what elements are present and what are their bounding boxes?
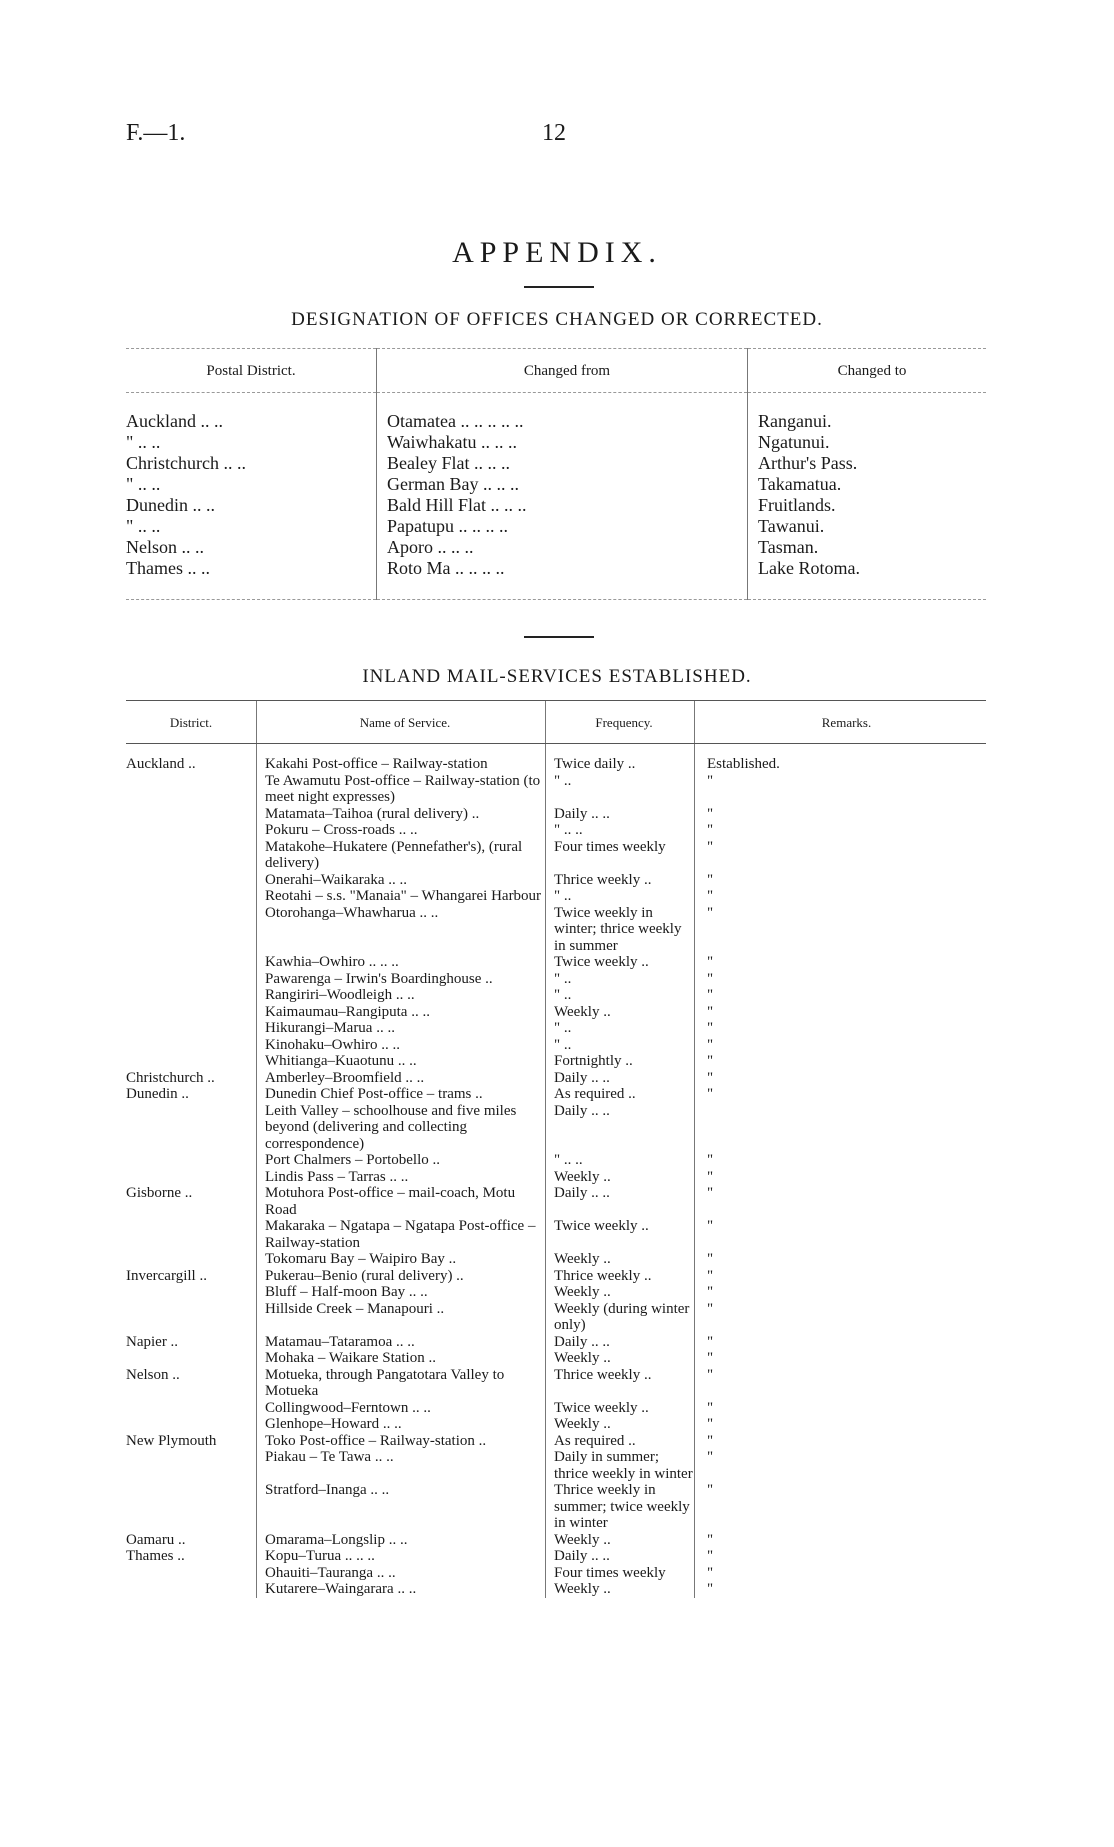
table-row [126,1053,986,1070]
cell-remarks: " [695,1482,987,1532]
cell-service-name: Lindis Pass – Tarras .. .. [257,1169,546,1186]
table-row [126,1037,986,1054]
cell-service-name: Onerahi–Waikaraka .. .. [257,872,546,889]
cell-remarks: " [695,1449,987,1482]
cell-district: Invercargill .. [126,1267,207,1284]
cell-frequency: Weekly .. [546,1251,695,1268]
cell-remarks: " [695,1185,987,1218]
table-row [126,453,986,474]
cell-service-name: Matamau–Tataramoa .. .. [257,1334,546,1351]
table-row [126,954,986,971]
cell-service-name: Te Awamutu Post-office – Railway-station (to meet night expresses) [257,773,546,806]
cell-service-name: Matakohe–Hukatere (Pennefather's), (rural delivery) [257,839,546,872]
cell-frequency: " .. .. [546,1152,695,1169]
table-row [126,1218,986,1251]
table-row [126,971,986,988]
cell-service-name: Motueka, through Pangatotara Valley to Motueka [257,1367,546,1400]
cell-frequency: Thrice weekly in summer; twice weekly in winter [546,1482,695,1532]
cell-district [126,773,257,806]
cell-changed-to: Ranganui. [748,393,987,433]
cell-remarks: " [695,1301,987,1334]
column-header-service: Name of Service. [257,701,546,744]
cell-district [126,1004,257,1021]
cell-frequency: Daily .. .. [546,1185,695,1218]
cell-frequency: Weekly .. [546,1581,695,1598]
cell-district [126,888,257,905]
cell-frequency: Daily .. .. [546,1103,695,1153]
cell-frequency: As required .. [546,1086,695,1103]
cell-frequency: " .. [546,773,695,806]
cell-district [126,1449,257,1482]
table-row [126,1334,986,1351]
cell-remarks: " [695,1037,987,1054]
table-header-row [126,349,986,393]
cell-district [126,1053,257,1070]
cell-remarks: " [695,1218,987,1251]
cell-district [126,806,257,823]
table-row [126,1169,986,1186]
cell-district: Oamaru .. [126,1531,186,1548]
table-row [126,806,986,823]
cell-district: " .. .. [126,432,161,452]
cell-district: Christchurch .. .. [126,453,246,473]
cell-service-name: Rangiriri–Woodleigh .. .. [257,987,546,1004]
cell-district [126,971,257,988]
cell-remarks: " [695,1004,987,1021]
table-row [126,1284,986,1301]
cell-service-name: Dunedin Chief Post-office – trams .. [257,1086,546,1103]
table-row [126,393,986,433]
cell-district [126,872,257,889]
table-row [126,1416,986,1433]
cell-service-name: Amberley–Broomfield .. .. [257,1070,546,1087]
cell-changed-from: Bealey Flat .. .. .. [377,453,748,474]
table-row [126,1251,986,1268]
cell-remarks: " [695,822,987,839]
cell-frequency: Twice daily .. [546,744,695,773]
cell-remarks: " [695,1433,987,1450]
cell-service-name: Otorohanga–Whawharua .. .. [257,905,546,955]
cell-service-name: Pokuru – Cross-roads .. .. [257,822,546,839]
cell-remarks: Established. [695,744,987,773]
cell-service-name: Port Chalmers – Portobello .. [257,1152,546,1169]
column-header-remarks: Remarks. [695,701,987,744]
cell-district: Nelson .. .. [126,537,204,557]
cell-district [126,1218,257,1251]
mail-services-body [126,744,986,1598]
cell-service-name: Kopu–Turua .. .. .. [257,1548,546,1565]
cell-remarks: " [695,1070,987,1087]
cell-district [126,839,257,872]
cell-changed-to: Ngatunui. [748,432,987,453]
cell-district: Napier .. [126,1333,179,1350]
table-row [126,537,986,558]
cell-service-name: Glenhope–Howard .. .. [257,1416,546,1433]
cell-remarks: " [695,987,987,1004]
table-row [126,1532,986,1549]
cell-district [126,1400,257,1417]
cell-changed-from: Waiwhakatu .. .. .. [377,432,748,453]
cell-remarks: " [695,1581,987,1598]
table-row [126,1301,986,1334]
cell-district: Dunedin .. [126,1086,189,1102]
cell-service-name: Mohaka – Waikare Station .. [257,1350,546,1367]
cell-changed-to: Arthur's Pass. [748,453,987,474]
cell-remarks: " [695,1400,987,1417]
cell-frequency: Weekly .. [546,1004,695,1021]
cell-district: " .. .. [126,516,161,536]
cell-frequency: Weekly .. [546,1532,695,1549]
cell-district: Thames .. [126,1548,185,1564]
cell-frequency: Twice weekly .. [546,1218,695,1251]
cell-district: " .. .. [126,474,161,494]
cell-frequency: Thrice weekly .. [546,872,695,889]
table-row [126,1004,986,1021]
cell-district [126,1416,257,1433]
cell-district [126,1020,257,1037]
cell-frequency: " .. [546,888,695,905]
cell-frequency: Weekly .. [546,1350,695,1367]
table-row [126,773,986,806]
cell-remarks: " [695,971,987,988]
cell-remarks: " [695,1367,987,1400]
cell-changed-from: Papatupu .. .. .. .. [377,516,748,537]
cell-remarks: " [695,1548,987,1565]
table-row [126,1581,986,1598]
cell-remarks: " [695,1053,987,1070]
cell-district [126,1037,257,1054]
cell-changed-from: Otamatea .. .. .. .. .. [377,393,748,433]
cell-frequency: Weekly .. [546,1284,695,1301]
cell-remarks: " [695,1251,987,1268]
cell-frequency: Weekly .. [546,1416,695,1433]
cell-remarks: " [695,872,987,889]
column-header-changed-to: Changed to [748,349,987,393]
cell-service-name: Stratford–Inanga .. .. [257,1482,546,1532]
table-header-row [126,701,986,744]
table-row [126,474,986,495]
cell-district [126,1152,257,1169]
cell-service-name: Ohauiti–Tauranga .. .. [257,1565,546,1582]
cell-remarks: " [695,1350,987,1367]
cell-frequency: " .. .. [546,822,695,839]
cell-district [126,1350,257,1367]
document-reference: F.—1. [126,120,186,146]
cell-remarks: " [695,1565,987,1582]
cell-frequency: Daily in summer; thrice weekly in winter [546,1449,695,1482]
cell-remarks: " [695,1532,987,1549]
cell-remarks: " [695,954,987,971]
cell-frequency: Daily .. .. [546,1548,695,1565]
cell-remarks: " [695,1169,987,1186]
cell-remarks: " [695,905,987,955]
cell-frequency: Thrice weekly .. [546,1367,695,1400]
cell-service-name: Kawhia–Owhiro .. .. .. [257,954,546,971]
cell-district [126,1565,257,1582]
cell-remarks: " [695,1334,987,1351]
column-header-postal-district: Postal District. [126,349,377,393]
cell-district [126,954,257,971]
cell-frequency: Daily .. .. [546,806,695,823]
cell-frequency: Fortnightly .. [546,1053,695,1070]
offices-changed-table [126,348,986,600]
cell-remarks: " [695,888,987,905]
table-row [126,1350,986,1367]
cell-service-name: Kinohaku–Owhiro .. .. [257,1037,546,1054]
cell-district [126,822,257,839]
cell-remarks: " [695,1086,987,1103]
section-divider [524,636,594,638]
cell-frequency: As required .. [546,1433,695,1450]
cell-remarks: " [695,1152,987,1169]
offices-changed-body [126,393,986,600]
cell-district [126,1581,257,1598]
table-row [126,987,986,1004]
mail-services-table [126,700,986,1598]
cell-changed-from: Roto Ma .. .. .. .. [377,558,748,600]
table-row [126,1367,986,1400]
cell-district [126,1169,257,1186]
table-row [126,432,986,453]
table-row [126,1103,986,1153]
cell-remarks: " [695,1284,987,1301]
cell-frequency: Daily .. .. [546,1334,695,1351]
cell-service-name: Kakahi Post-office – Railway-station [257,744,546,773]
cell-changed-to: Tawanui. [748,516,987,537]
table-row [126,1268,986,1285]
cell-district: New Plymouth [126,1432,217,1449]
cell-service-name: Pukerau–Benio (rural delivery) .. [257,1268,546,1285]
cell-service-name: Pawarenga – Irwin's Boardinghouse .. [257,971,546,988]
cell-district [126,1284,257,1301]
cell-remarks: " [695,1416,987,1433]
table-row [126,1086,986,1103]
table-row [126,1482,986,1532]
cell-service-name: Collingwood–Ferntown .. .. [257,1400,546,1417]
cell-service-name: Whitianga–Kuaotunu .. .. [257,1053,546,1070]
cell-service-name: Kutarere–Waingarara .. .. [257,1581,546,1598]
table-row [126,1449,986,1482]
table-row [126,872,986,889]
table-row [126,905,986,955]
cell-service-name: Omarama–Longslip .. .. [257,1532,546,1549]
cell-frequency: Twice weekly .. [546,1400,695,1417]
table-row [126,888,986,905]
table-row [126,1152,986,1169]
table-row [126,1020,986,1037]
cell-service-name: Leith Valley – schoolhouse and five miles beyond (delivering and collecting correspondence) [257,1103,546,1153]
cell-service-name: Reotahi – s.s. "Manaia" – Whangarei Harbour [257,888,546,905]
cell-frequency: " .. [546,1037,695,1054]
cell-district [126,987,257,1004]
column-header-changed-from: Changed from [377,349,748,393]
cell-changed-from: Aporo .. .. .. [377,537,748,558]
cell-frequency: Four times weekly [546,839,695,872]
cell-service-name: Toko Post-office – Railway-station .. [257,1433,546,1450]
cell-district: Nelson .. [126,1366,180,1383]
table-row [126,839,986,872]
cell-changed-to: Tasman. [748,537,987,558]
cell-service-name: Kaimaumau–Rangiputa .. .. [257,1004,546,1021]
cell-service-name: Piakau – Te Tawa .. .. [257,1449,546,1482]
cell-service-name: Hillside Creek – Manapouri .. [257,1301,546,1334]
cell-frequency: " .. [546,971,695,988]
section2-heading: INLAND MAIL-SERVICES ESTABLISHED. [362,666,752,687]
table-row [126,744,986,773]
table-row [126,495,986,516]
cell-remarks: " [695,1020,987,1037]
cell-district: Gisborne .. [126,1185,193,1201]
cell-service-name: Bluff – Half-moon Bay .. .. [257,1284,546,1301]
cell-service-name: Tokomaru Bay – Waipiro Bay .. [257,1251,546,1268]
cell-frequency: Weekly (during winter only) [546,1301,695,1334]
cell-frequency: Daily .. .. [546,1070,695,1087]
cell-service-name: Motuhora Post-office – mail-coach, Motu Road [257,1185,546,1218]
cell-changed-to: Takamatua. [748,474,987,495]
table-row [126,1433,986,1450]
table-row [126,1565,986,1582]
cell-district: Christchurch .. [126,1069,215,1086]
table-row [126,1548,986,1565]
cell-remarks [695,1103,987,1153]
section1-heading: DESIGNATION OF OFFICES CHANGED OR CORRECTED. [291,309,823,330]
cell-remarks: " [695,773,987,806]
cell-district [126,1103,257,1153]
cell-remarks: " [695,1268,987,1285]
cell-frequency: Twice weekly in winter; thrice weekly in summer [546,905,695,955]
cell-frequency: Weekly .. [546,1169,695,1186]
cell-district [126,1251,257,1268]
table-row [126,516,986,537]
table-row [126,1185,986,1218]
cell-frequency: " .. [546,987,695,1004]
cell-frequency: Thrice weekly .. [546,1268,695,1285]
cell-service-name: Matamata–Taihoa (rural delivery) .. [257,806,546,823]
cell-frequency: Twice weekly .. [546,954,695,971]
cell-district [126,905,257,955]
table-row [126,1400,986,1417]
cell-changed-from: Bald Hill Flat .. .. .. [377,495,748,516]
cell-changed-to: Lake Rotoma. [748,558,987,600]
table-row [126,558,986,600]
column-header-district: District. [126,701,257,744]
cell-service-name: Makaraka – Ngatapa – Ngatapa Post-office – Railway-station [257,1218,546,1251]
cell-changed-to: Fruitlands. [748,495,987,516]
table-row [126,822,986,839]
cell-frequency: " .. [546,1020,695,1037]
cell-service-name: Hikurangi–Marua .. .. [257,1020,546,1037]
cell-district: Auckland .. [126,756,196,772]
column-header-frequency: Frequency. [546,701,695,744]
table-row [126,1070,986,1087]
cell-district: Auckland .. .. [126,411,223,431]
title-rule [524,286,594,288]
cell-district [126,1301,257,1334]
cell-district: Dunedin .. .. [126,495,215,515]
cell-remarks: " [695,806,987,823]
page-title: APPENDIX. [452,236,662,269]
cell-district: Thames .. .. [126,558,377,600]
cell-changed-from: German Bay .. .. .. [377,474,748,495]
page-number: 12 [542,120,566,146]
cell-frequency: Four times weekly [546,1565,695,1582]
cell-remarks: " [695,839,987,872]
cell-district [126,1482,257,1532]
